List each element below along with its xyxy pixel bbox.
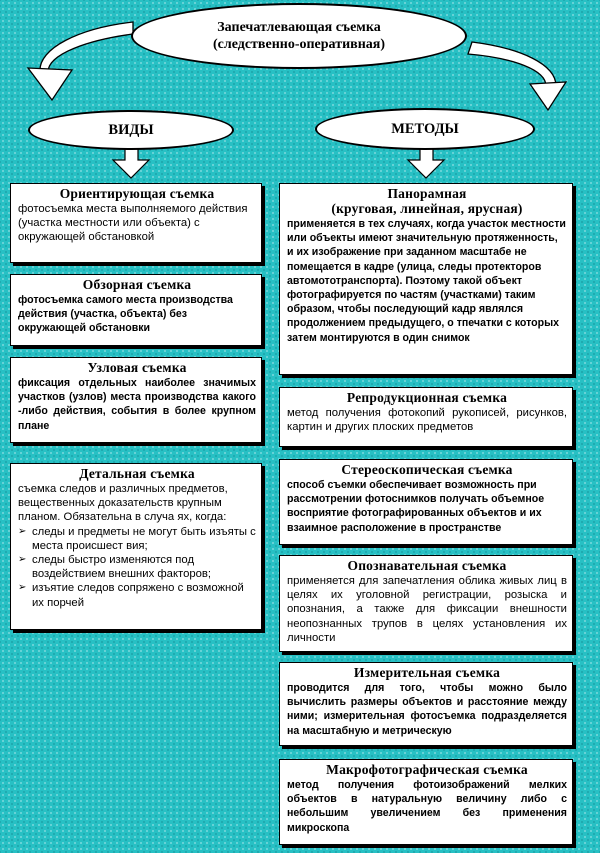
type-text: фотосъемка самого места производства действия (участка, объекта) без окружающей обстановки xyxy=(18,294,233,335)
detailed-conditions-list xyxy=(18,525,256,610)
method-text: применяется для запечатления облика живых лиц в целях их уголовной регистрации, розыска и опознания, а также для фиксации внешности неопознанных трупов в целях установления их личности xyxy=(287,575,567,644)
method-title: Стереоскопическая съемка xyxy=(341,462,513,477)
type-title: Узловая съемка xyxy=(87,360,187,375)
type-text: фиксация отдельных наиболее значимых участков (узлов) места производства какого -либо действия, события в более крупном плане xyxy=(18,377,256,432)
types-oval xyxy=(28,110,234,150)
method-card-macro xyxy=(279,759,573,845)
down-arrow-right xyxy=(408,148,444,178)
method-text: проводится для того, чтобы можно было вычислить размеры объектов и расстояние между ними; измерительная фотосъемка подразделяется на масштабную и метрическую xyxy=(287,682,567,737)
method-card-reproduction xyxy=(279,387,573,447)
method-text: метод получения фотокопий рукописей, рисунков, картин и других плоских предметов xyxy=(287,407,567,434)
title-line-2: (следственно-оперативная) xyxy=(212,37,385,52)
bullet-check-icon: ➢ xyxy=(18,525,27,537)
methods-oval xyxy=(315,108,535,150)
types-label: ВИДЫ xyxy=(108,121,154,138)
list-item: ➢ следы и предметы не могут быть изъяты с места происшест вия; xyxy=(18,525,256,552)
method-card-identification xyxy=(279,555,573,652)
curved-arrow-right xyxy=(468,42,566,110)
type-card-overview xyxy=(10,274,262,346)
method-title: Макрофотографическая съемка xyxy=(326,762,528,777)
method-text: применяется в тех случаях, когда участок местности или объекты имеют значительную протяженность, и их изображение при заданном масштабе не помещается в кадре (улица, следы протекторов автомототранспорта). Поэтому такой объект фотографируется по частям (участками) таким образом, чтобы последующий кадр являлся продолжением предыдущего, о тпечатки с которых затем монтируются в один снимок xyxy=(287,218,566,344)
method-card-stereoscopic xyxy=(279,459,573,545)
method-card-panoramic xyxy=(279,183,573,375)
type-text: фотосъемка места выполняемого действия (участка местности или объекта) с окружающей обстановкой xyxy=(18,203,248,244)
method-text: способ съемки обеспечивает возможность при рассмотрении фотоснимков получать объемное восприятие фотографированных объектов и их взаимное расположение в пространстве xyxy=(287,479,545,534)
type-card-nodal xyxy=(10,357,262,443)
down-arrow-left xyxy=(113,148,149,178)
type-title: Обзорная съемка xyxy=(82,277,192,292)
type-title: Ориентирующая съемка xyxy=(59,186,215,201)
bullet-check-icon: ➢ xyxy=(18,554,27,566)
title-line-1: Запечатлевающая съемка xyxy=(217,20,381,35)
method-title: Панорамная xyxy=(387,186,467,201)
list-item: ➢ изъятие следов сопряжено с возможной их порчей xyxy=(18,582,244,609)
method-text: метод получения фотоизображений мелких объектов в натуральную величину либо с небольшим увеличением без применения микроскопа xyxy=(287,779,567,834)
type-text: съемка следов и различных предметов, вещественных доказательств крупным планом. Обязательна в случа ях, когда: xyxy=(18,483,228,524)
bullet-check-icon: ➢ xyxy=(18,582,27,594)
list-item: ➢ следы быстро изменяются под воздействием внешних факторов; xyxy=(18,554,212,581)
method-subtitle: (круговая, линейная, ярусная) xyxy=(331,201,523,216)
title-oval xyxy=(131,3,467,69)
curved-arrow-left xyxy=(28,22,133,100)
method-title: Репродукционная съемка xyxy=(346,390,508,405)
type-card-orienting xyxy=(10,183,262,263)
method-title: Измерительная съемка xyxy=(353,665,501,680)
method-card-measurement xyxy=(279,662,573,746)
method-title: Опознавательная съемка xyxy=(347,558,507,573)
type-title: Детальная съемка xyxy=(79,466,195,481)
type-card-detailed xyxy=(10,463,262,630)
methods-label: МЕТОДЫ xyxy=(391,120,459,137)
